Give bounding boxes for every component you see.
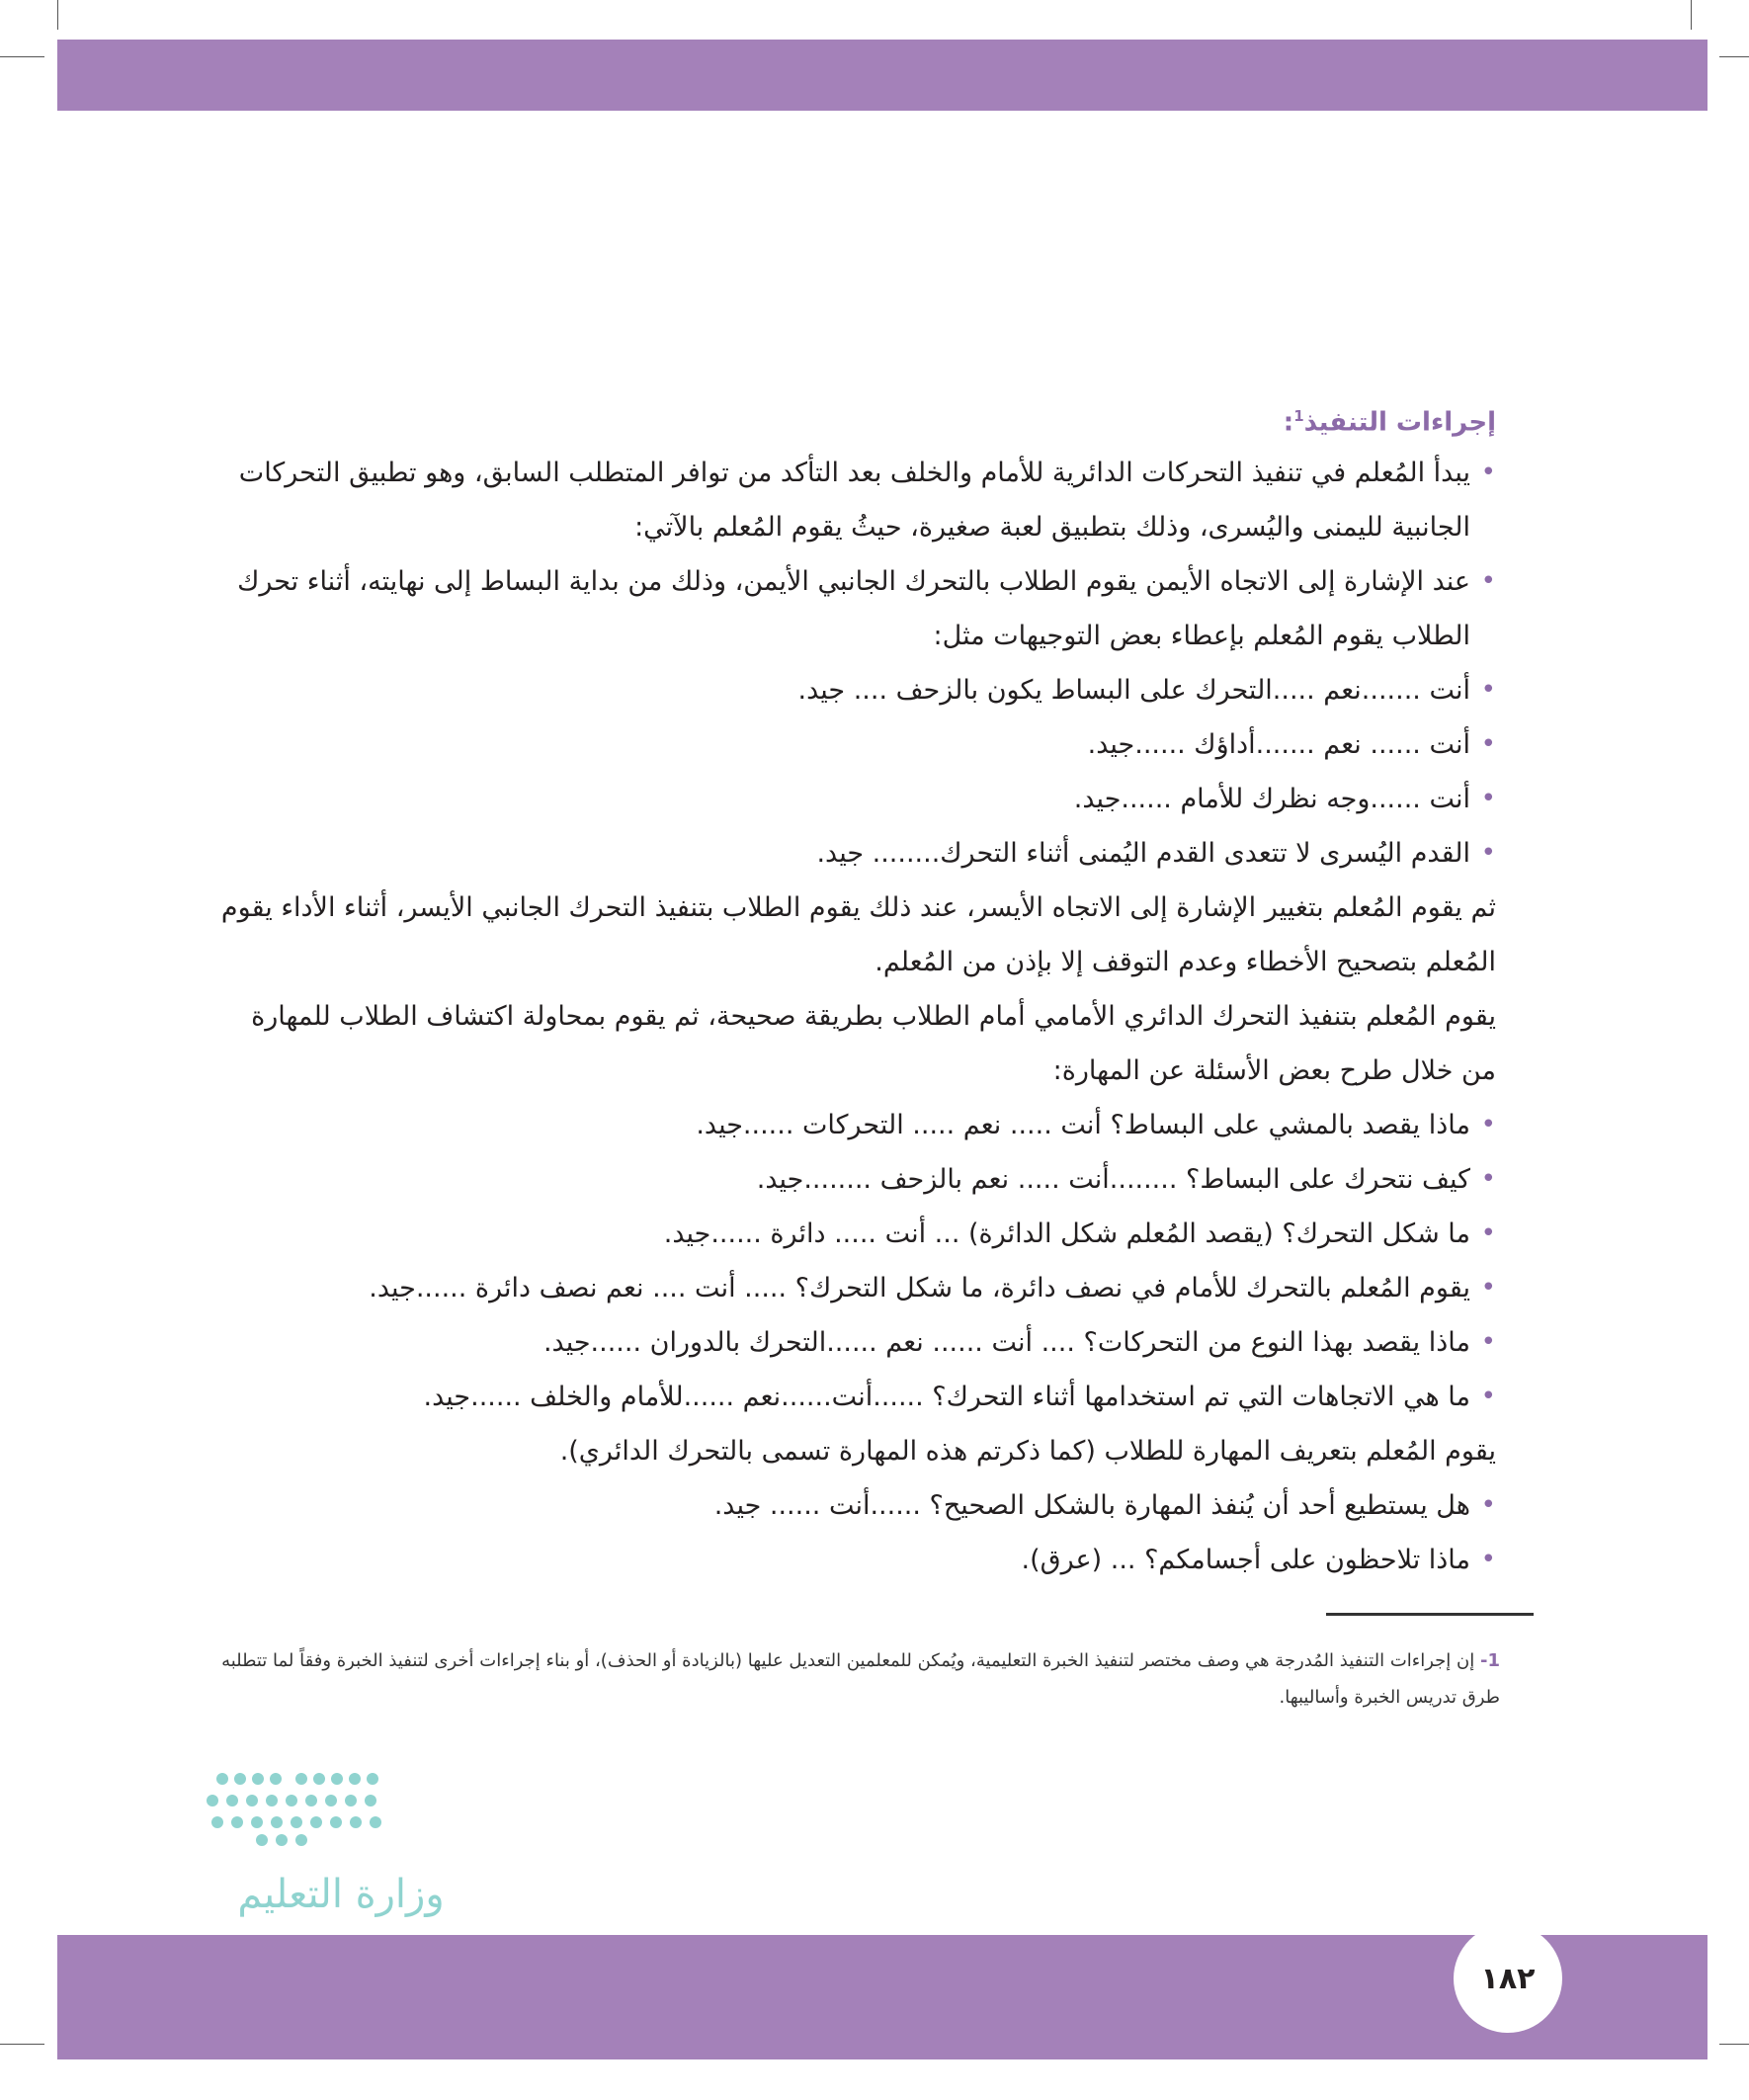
logo-dot [313, 1773, 325, 1785]
bullet-item: • عند الإشارة إلى الاتجاه الأيمن يقوم الطلاب بالتحرك الجانبي الأيمن، وذلك من بداية البساط إلى نهايته، أثناء تحرك الطلاب يقوم المُعلم بإعطاء بعض التوجيهات مثل: [215, 554, 1496, 663]
footnote-text: إن إجراءات التنفيذ المُدرجة هي وصف مختصر لتنفيذ الخبرة التعليمية، ويُمكن للمعلمين التعديل عليها (بالزيادة أو الحذف)، أو بناء إجراءات أخرى لتنفيذ الخبرة وفقاً لما تتطلبه طرق تدريس الخبرة وأساليبها. [221, 1650, 1500, 1708]
crop-mark [0, 2044, 44, 2045]
bullet-item: • أنت ...... نعم .......أداؤك ......جيد. [215, 717, 1496, 772]
logo-dot [276, 1834, 288, 1846]
logo-dot [256, 1834, 268, 1846]
crop-mark [1719, 2044, 1749, 2045]
bullet-item: • ما هي الاتجاهات التي تم استخدامها أثناء التحرك؟ ......أنت......نعم ......للأمام والخلف ......جيد. [215, 1370, 1496, 1424]
logo-dot [295, 1773, 307, 1785]
logo-dot [226, 1795, 238, 1806]
logo-dot [234, 1773, 246, 1785]
bullet-item: • ماذا تلاحظون على أجسامكم؟ ... (عرق). [215, 1533, 1496, 1587]
logo-dot [271, 1816, 283, 1828]
logo-dot [370, 1816, 381, 1828]
crop-mark [0, 56, 44, 57]
bullet-item: • ما شكل التحرك؟ (يقصد المُعلم شكل الدائرة) ... أنت ..... دائرة ......جيد. [215, 1207, 1496, 1261]
logo-dot [330, 1816, 342, 1828]
bullet-item: • هل يستطيع أحد أن يُنفذ المهارة بالشكل الصحيح؟ ......أنت ...... جيد. [215, 1478, 1496, 1533]
logo-dot [305, 1795, 317, 1806]
bullet-item: • القدم اليُسرى لا تتعدى القدم اليُمنى أثناء التحرك........ جيد. [215, 826, 1496, 881]
bullet-item: • ماذا يقصد بالمشي على البساط؟ أنت ..... نعم ..... التحركات ......جيد. [215, 1098, 1496, 1152]
logo-text: وزارة التعليم [237, 1872, 445, 1917]
logo-dot [286, 1795, 297, 1806]
logo-dot [252, 1773, 264, 1785]
bullet-item: • يبدأ المُعلم في تنفيذ التحركات الدائرية للأمام والخلف بعد التأكد من توافر المتطلب السابق، وهو تطبيق التحركات الجانبية لليمنى واليُسرى، وذلك بتطبيق لعبة صغيرة، حيثُ يقوم المُعلم بالآتي: [215, 446, 1496, 554]
paragraph: يقوم المُعلم بتنفيذ التحرك الدائري الأمامي أمام الطلاب بطريقة صحيحة، ثم يقوم بمحاولة اكتشاف الطلاب للمهارة من خلال طرح بعض الأسئلة عن المهارة: [251, 1000, 1496, 1086]
logo-dot [266, 1795, 278, 1806]
logo-dot [367, 1773, 378, 1785]
crop-mark [1719, 56, 1749, 57]
logo-dot [231, 1816, 243, 1828]
logo-dot [325, 1795, 337, 1806]
logo-dot [291, 1816, 302, 1828]
logo-dot [295, 1834, 307, 1846]
header-band [57, 40, 1707, 111]
main-content [215, 393, 1496, 1587]
bullet-item: • ماذا يقصد بهذا النوع من التحركات؟ .... أنت ...... نعم ......التحرك بالدوران ......جيد. [215, 1315, 1496, 1370]
footnote [215, 1642, 1500, 1716]
paragraph: يقوم المُعلم بتعريف المهارة للطلاب (كما ذكرتم هذه المهارة تسمى بالتحرك الدائري). [559, 1435, 1496, 1467]
logo-dot [216, 1773, 228, 1785]
logo-dot [251, 1816, 263, 1828]
crop-mark [1691, 0, 1692, 30]
bullet-item: • أنت .......نعم .....التحرك على البساط يكون بالزحف .... جيد. [215, 663, 1496, 717]
logo-dot [365, 1795, 376, 1806]
logo-dot [211, 1816, 223, 1828]
logo-dot [207, 1795, 218, 1806]
section-heading: إجراءات التنفيذ$^1$: [1283, 407, 1496, 438]
bullet-item: • كيف نتحرك على البساط؟ ........أنت ..... نعم بالزحف ........جيد. [215, 1152, 1496, 1207]
heading-footnote-ref: 1 [1293, 407, 1304, 425]
footnote-divider [1326, 1613, 1534, 1616]
footnote-number: 1- [1479, 1650, 1500, 1671]
paragraph-list [215, 446, 1496, 1587]
logo-dots-icon [207, 1773, 381, 1846]
bullet-item: • يقوم المُعلم بالتحرك للأمام في نصف دائرة، ما شكل التحرك؟ ..... أنت .... نعم نصف دائرة ......جيد. [215, 1261, 1496, 1315]
logo-dot [345, 1795, 357, 1806]
bullet-item: • أنت ......وجه نظرك للأمام ......جيد. [215, 772, 1496, 826]
paragraph: ثم يقوم المُعلم بتغيير الإشارة إلى الاتجاه الأيسر، عند ذلك يقوم الطلاب بتنفيذ التحرك الجانبي الأيسر، أثناء الأداء يقوم المُعلم بتصحيح الأخطاء وعدم التوقف إلا بإذن من المُعلم. [220, 891, 1496, 977]
ministry-logo [94, 1769, 469, 1927]
logo-dot [331, 1773, 343, 1785]
logo-dot [270, 1773, 282, 1785]
crop-mark [57, 0, 58, 30]
logo-dot [349, 1773, 361, 1785]
page-number: ١٨٢ [1454, 1924, 1562, 2033]
logo-dot [350, 1816, 362, 1828]
logo-dot [246, 1795, 258, 1806]
heading-text: إجراءات التنفيذ [1303, 407, 1496, 438]
logo-dot [310, 1816, 322, 1828]
